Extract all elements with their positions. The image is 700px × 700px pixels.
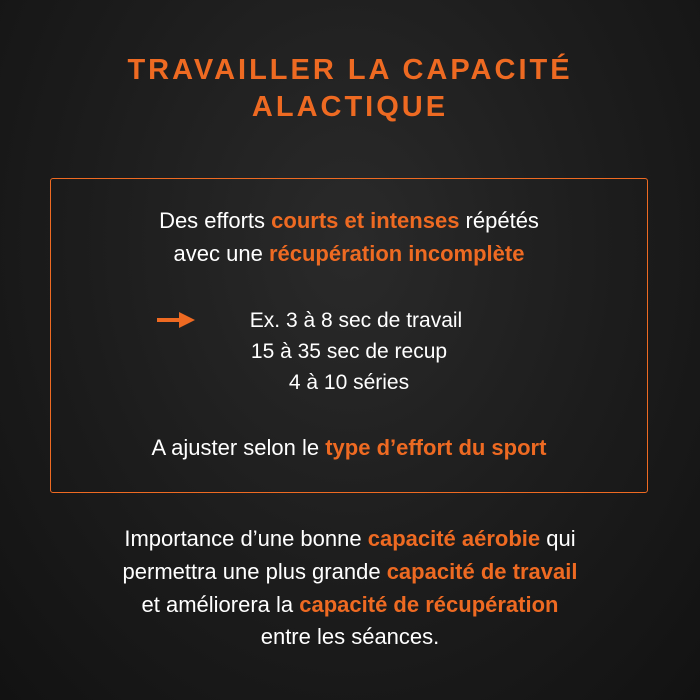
bottom-line-3 — [0, 589, 700, 620]
bottom-line-1-highlight: capacité aérobie — [367, 526, 541, 551]
example-line-1: Ex. 3 à 8 sec de travail — [249, 309, 463, 332]
card-line-3-text: A ajuster selon le — [151, 435, 326, 460]
card-line-2-highlight: récupération incomplète — [268, 241, 525, 266]
bottom-line-1-suffix: qui — [540, 526, 576, 551]
info-card — [50, 178, 648, 493]
bottom-line-3-text: et améliorera la — [141, 592, 300, 617]
card-line-2-text: avec une — [173, 241, 269, 266]
card-line-2 — [51, 240, 647, 268]
bottom-line-2-highlight: capacité de travail — [386, 559, 578, 584]
title-line-1: TRAVAILLER LA CAPACITÉ — [127, 54, 573, 86]
title-line-2: ALACTIQUE — [251, 91, 449, 123]
bottom-line-3-highlight: capacité de récupération — [299, 592, 559, 617]
card-line-1-highlight: courts et intenses — [271, 208, 460, 233]
bottom-line-2 — [0, 556, 700, 587]
bottom-line-2-text: permettra une plus grande — [122, 559, 387, 584]
example-line-3: 4 à 10 séries — [288, 371, 410, 394]
card-line-1-text: Des efforts — [159, 208, 272, 233]
example-line-2: 15 à 35 sec de recup — [250, 340, 448, 363]
page-title — [0, 52, 700, 126]
bottom-line-1 — [0, 523, 700, 554]
card-line-1-suffix: répétés — [459, 208, 539, 233]
bottom-line-4: entre les séances. — [260, 624, 440, 649]
card-line-3-highlight: type d’effort du sport — [325, 435, 547, 460]
card-line-1 — [51, 207, 647, 235]
bottom-line-1-text: Importance d’une bonne — [124, 526, 368, 551]
card-line-3 — [51, 434, 647, 462]
